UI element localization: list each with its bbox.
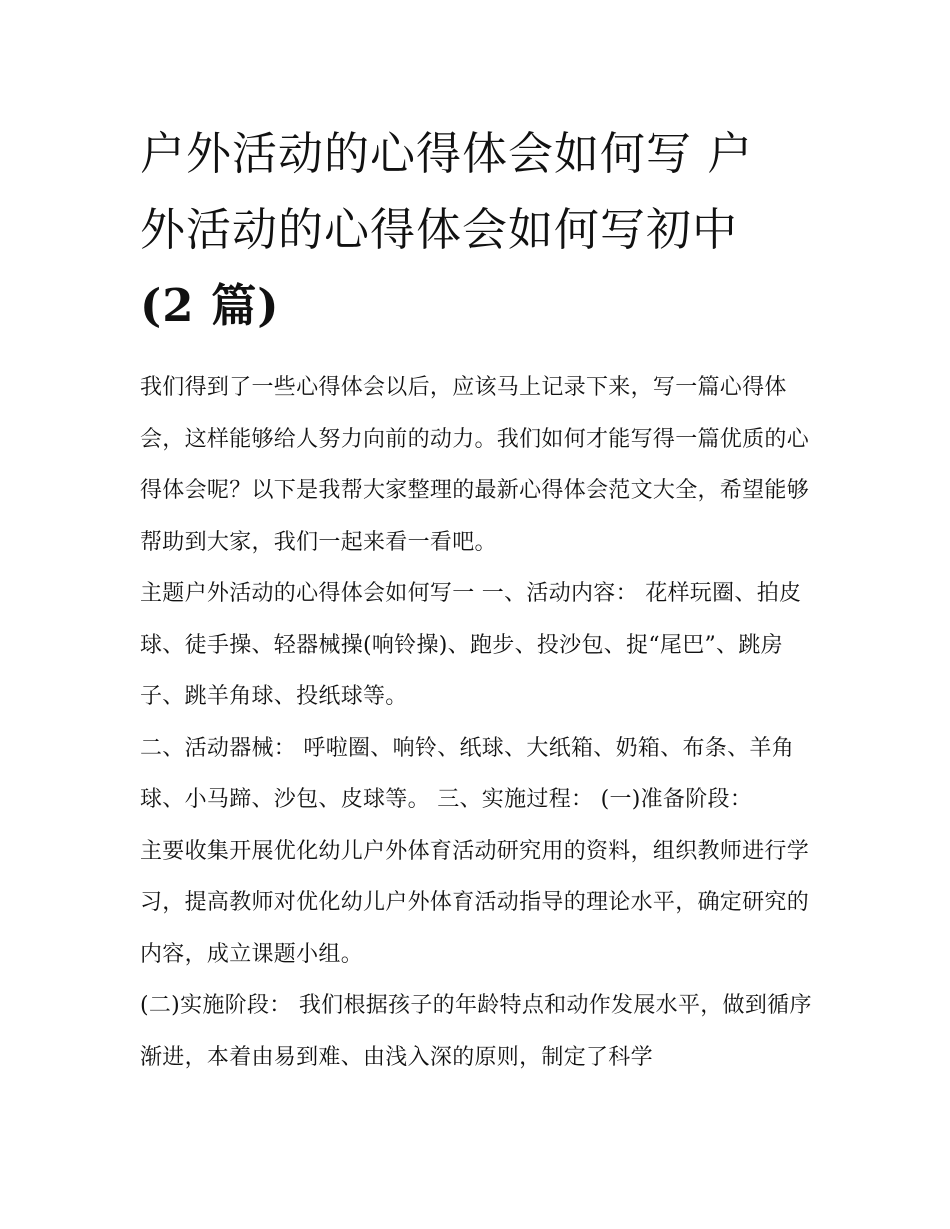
paragraph-preparation: 主要收集开展优化幼儿户外体育活动研究用的资料，组织教师进行学习，提高教师对优化幼儿户外体育活动指导的理论水平，确定研究的内容，成立课题小组。: [140, 838, 810, 967]
title-line-1: 户外活动的心得体会如何写 户: [140, 127, 754, 180]
title-line-2: 外活动的心得体会如何写初中: [140, 203, 739, 256]
paragraph-implementation: (二)实施阶段： 我们根据孩子的年龄特点和动作发展水平，做到循序渐进，本着由易到难、由浅入深的原则，制定了科学: [140, 993, 812, 1070]
paragraph-activity-equipment: 二、活动器械： 呼啦圈、响铃、纸球、大纸箱、奶箱、布条、羊角球、小马蹄、沙包、皮球等。 三、实施过程： (一)准备阶段：: [140, 735, 794, 812]
document-page: [140, 116, 820, 1083]
paragraph-activity-content: 主题户外活动的心得体会如何写一 一、活动内容： 花样玩圈、拍皮球、徒手操、轻器械操(响铃操)、跑步、投沙包、捉“尾巴”、跳房子、跳羊角球、投纸球等。: [140, 581, 802, 709]
title-line-3: (2 篇): [140, 279, 280, 332]
document-title: [140, 116, 820, 344]
paragraph-intro: 我们得到了一些心得体会以后，应该马上记录下来，写一篇心得体会，这样能够给人努力向前的动力。我们如何才能写得一篇优质的心得体会呢？以下是我帮大家整理的最新心得体会范文大全，希望能够帮助到大家，我们一起来看一看吧。: [140, 375, 810, 555]
